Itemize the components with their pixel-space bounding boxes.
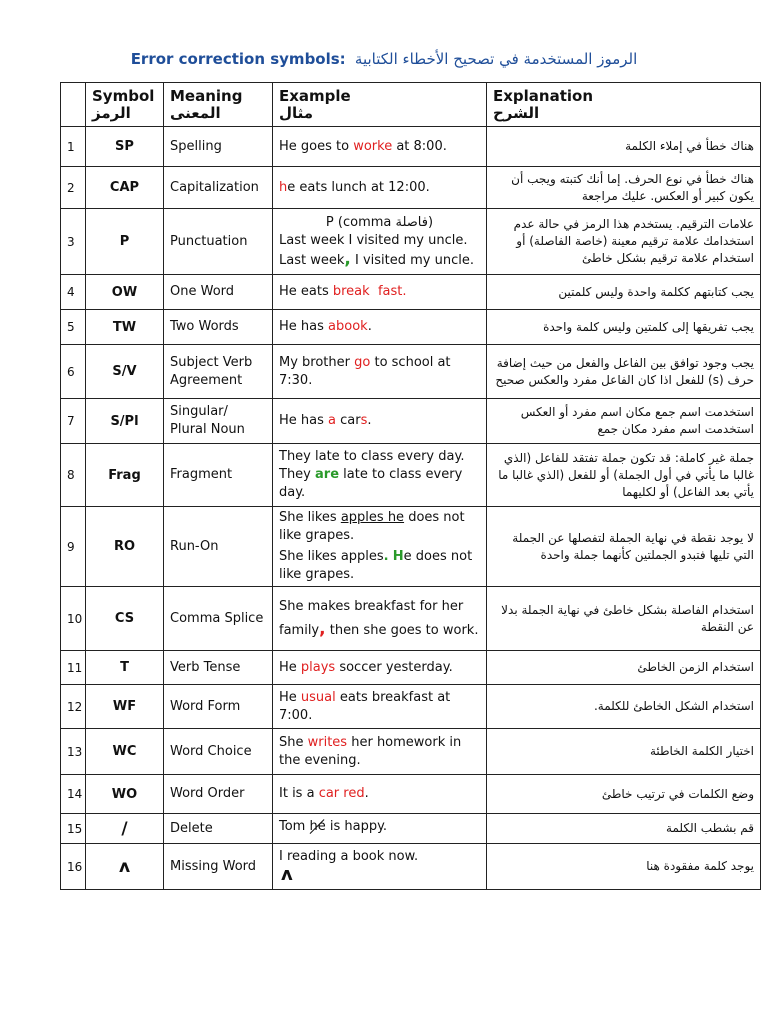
error-highlight: abook — [328, 319, 368, 334]
row-explanation: استخدام الشكل الخاطئ للكلمة. — [487, 685, 761, 729]
row-meaning: Punctuation — [164, 209, 273, 275]
example-text: He — [279, 659, 301, 675]
row-symbol: ʌ — [86, 844, 164, 890]
row-example — [273, 814, 487, 844]
row-example — [273, 651, 487, 685]
row-number: 3 — [61, 209, 86, 275]
row-explanation: وضع الكلمات في ترتيب خاطئ — [487, 775, 761, 814]
caret-mark: ʌ — [281, 864, 293, 885]
struck-word: he — [309, 819, 326, 834]
example-text: . — [367, 413, 372, 428]
row-explanation: علامات الترقيم. يستخدم هذا الرمز في حالة عدم استخدامك علامة ترقيم معينة (خاصة الفاصلة) أو استخدام علامة ترقيم بشكل خاطئ — [487, 209, 761, 275]
example-text: does not like grapes. — [279, 510, 465, 543]
row-meaning: Word Form — [164, 685, 273, 729]
row-symbol: WC — [86, 729, 164, 775]
example-text: to school at 7:30. — [279, 354, 451, 388]
row-meaning: Subject Verb Agreement — [164, 345, 273, 399]
row-symbol: P — [86, 209, 164, 275]
row-explanation: استخدام الزمن الخاطئ — [487, 651, 761, 685]
header-explanation-en: Explanation — [493, 86, 594, 105]
error-highlight: go — [354, 354, 371, 370]
row-explanation: يجب تفريقها إلى كلمتين وليس كلمة واحدة — [487, 310, 761, 345]
table-row — [61, 587, 761, 651]
error-highlight: writes — [307, 734, 348, 750]
table-row — [61, 685, 761, 729]
correction-mark: . — [383, 549, 389, 564]
example-text: e eats lunch at 12:00. — [287, 179, 430, 195]
example-text: He has — [279, 319, 329, 334]
table-row — [61, 651, 761, 685]
example-text: soccer yesterday. — [335, 659, 453, 675]
row-symbol: OW — [86, 275, 164, 310]
table-row — [61, 275, 761, 310]
row-meaning: Verb Tense — [164, 651, 273, 685]
row-symbol: RO — [86, 507, 164, 587]
row-number: 6 — [61, 345, 86, 399]
row-example — [273, 167, 487, 209]
row-example — [273, 310, 487, 345]
error-mark: , — [319, 618, 326, 639]
table-row — [61, 167, 761, 209]
row-symbol: Frag — [86, 444, 164, 507]
row-symbol: S/V — [86, 345, 164, 399]
row-meaning: Run-On — [164, 507, 273, 587]
error-highlight: car red — [318, 786, 365, 801]
table-row — [61, 209, 761, 275]
example-text: car — [336, 413, 361, 428]
row-symbol: CAP — [86, 167, 164, 209]
row-example — [273, 209, 487, 275]
example-text: She likes apples — [279, 549, 384, 564]
table-row — [61, 345, 761, 399]
row-symbol: / — [86, 814, 164, 844]
example-text: She makes breakfast for her — [279, 598, 464, 614]
row-explanation: جملة غير كاملة: قد تكون جملة تفتقد للفاعل (الذي غالبا ما يأتي في أول الجملة) أو للفعل (الذي غالبا ما يأتي بعد الفاعل) أو لكليهما — [487, 444, 761, 507]
row-explanation: قم بشطب الكلمة — [487, 814, 761, 844]
header-number — [61, 83, 86, 127]
row-example — [273, 507, 487, 587]
example-text: He — [279, 689, 301, 705]
example-text: at 8:00. — [392, 138, 447, 154]
row-meaning: Two Words — [164, 310, 273, 345]
row-symbol: TW — [86, 310, 164, 345]
row-example — [273, 399, 487, 444]
error-highlight: a — [328, 413, 336, 428]
row-symbol: S/Pl — [86, 399, 164, 444]
table-row — [61, 127, 761, 167]
example-text: . — [402, 284, 407, 299]
table-row — [61, 507, 761, 587]
example-text: is happy. — [325, 819, 388, 834]
table-row — [61, 399, 761, 444]
header-example — [273, 83, 487, 127]
row-symbol: CS — [86, 587, 164, 651]
example-text: Last week — [279, 252, 345, 268]
example-text: They — [279, 467, 316, 482]
example-text: Tom — [279, 819, 310, 834]
header-symbol-ar: الرمز — [92, 103, 131, 122]
error-highlight: h — [279, 179, 288, 195]
example-text: eats breakfast at 7:00. — [279, 689, 451, 723]
example-text: It is a — [279, 786, 319, 801]
error-highlight: plays — [300, 659, 336, 675]
example-text: He goes to — [279, 138, 354, 154]
row-number: 10 — [61, 587, 86, 651]
table-row — [61, 444, 761, 507]
example-text: I visited my uncle. — [350, 252, 474, 268]
row-number: 2 — [61, 167, 86, 209]
header-example-ar: مثال — [279, 103, 314, 122]
example-wrong: They late to class every day. — [279, 449, 465, 464]
correction-mark: H — [392, 549, 404, 564]
row-meaning: Delete — [164, 814, 273, 844]
row-meaning: Word Order — [164, 775, 273, 814]
title-english: Error correction symbols: — [130, 50, 346, 68]
example-text: family — [279, 622, 320, 638]
example-text: her homework in the evening. — [279, 734, 462, 768]
row-number: 4 — [61, 275, 86, 310]
row-number: 1 — [61, 127, 86, 167]
header-meaning-en: Meaning — [170, 86, 243, 105]
header-example-en: Example — [279, 86, 351, 105]
row-meaning: Capitalization — [164, 167, 273, 209]
row-number: 8 — [61, 444, 86, 507]
error-highlight: worke — [353, 138, 393, 154]
row-example — [273, 444, 487, 507]
title-arabic: الرموز المستخدمة في تصحيح الأخطاء الكتابية — [354, 50, 638, 68]
row-number: 11 — [61, 651, 86, 685]
header-symbol-en: Symbol — [92, 86, 155, 105]
row-meaning: Word Choice — [164, 729, 273, 775]
correction-word: are — [315, 467, 340, 482]
row-symbol: T — [86, 651, 164, 685]
row-number: 14 — [61, 775, 86, 814]
row-symbol: WO — [86, 775, 164, 814]
example-text: e does not like grapes. — [279, 549, 473, 582]
row-explanation: هناك خطأ في نوع الحرف. إما أنك كتبته ويجب أن يكون كبير أو العكس. عليك مراجعة — [487, 167, 761, 209]
header-meaning — [164, 83, 273, 127]
row-explanation: يجب كتابتهم ككلمة واحدة وليس كلمتين — [487, 275, 761, 310]
row-symbol: SP — [86, 127, 164, 167]
row-number: 5 — [61, 310, 86, 345]
row-explanation: يجب وجود توافق بين الفاعل والفعل من حيث إضافة حرف (s) للفعل اذا كان الفاعل مفرد والعكس صحيح — [487, 345, 761, 399]
row-example — [273, 685, 487, 729]
example-text: then she goes to work. — [325, 622, 479, 638]
header-explanation-ar: الشرح — [493, 103, 540, 122]
row-example — [273, 729, 487, 775]
example-text: I reading a book now. — [279, 849, 419, 864]
example-text: late to class every day. — [279, 467, 463, 500]
error-highlight: s — [360, 413, 368, 428]
example-text: She — [279, 734, 308, 750]
row-number: 13 — [61, 729, 86, 775]
example-text: . — [367, 319, 372, 334]
row-example — [273, 345, 487, 399]
row-explanation: يوجد كلمة مفقودة هنا — [487, 844, 761, 890]
example-text: My brother — [279, 354, 355, 370]
page-title — [0, 50, 768, 68]
row-meaning: Spelling — [164, 127, 273, 167]
error-underline: apples he — [340, 510, 405, 525]
row-explanation: لا يوجد نقطة في نهاية الجملة لتفصلها عن الجملة التي تليها فتبدو الجملتين كأنهما جملة واحدة — [487, 507, 761, 587]
row-meaning: Missing Word — [164, 844, 273, 890]
row-symbol: WF — [86, 685, 164, 729]
row-explanation: استخدام الفاصلة بشكل خاطئ في نهاية الجملة بدلا عن النقطة — [487, 587, 761, 651]
row-explanation: هناك خطأ في إملاء الكلمة — [487, 127, 761, 167]
row-meaning: Singular/ Plural Noun — [164, 399, 273, 444]
row-meaning: Fragment — [164, 444, 273, 507]
row-example — [273, 127, 487, 167]
table-row — [61, 844, 761, 890]
error-highlight: usual — [300, 689, 336, 705]
row-example — [273, 844, 487, 890]
example-text: He has — [279, 413, 329, 428]
table-row — [61, 310, 761, 345]
row-example — [273, 275, 487, 310]
row-meaning: One Word — [164, 275, 273, 310]
header-explanation — [487, 83, 761, 127]
header-symbol — [86, 83, 164, 127]
error-symbols-table — [60, 82, 761, 890]
example-text: He eats — [279, 284, 333, 299]
row-number: 15 — [61, 814, 86, 844]
table-row — [61, 814, 761, 844]
row-example — [273, 775, 487, 814]
correction-mark: , — [344, 248, 351, 269]
row-meaning: Comma Splice — [164, 587, 273, 651]
row-example — [273, 587, 487, 651]
header-row — [61, 83, 761, 127]
table-row — [61, 729, 761, 775]
row-explanation: استخدمت اسم جمع مكان اسم مفرد أو العكس استخدمت اسم مفرد مكان جمع — [487, 399, 761, 444]
row-number: 16 — [61, 844, 86, 890]
row-number: 12 — [61, 685, 86, 729]
row-number: 9 — [61, 507, 86, 587]
table-row — [61, 775, 761, 814]
example-text: She likes — [279, 510, 341, 525]
row-number: 7 — [61, 399, 86, 444]
example-symbol-note: P (comma فاصلة) — [325, 214, 434, 230]
error-highlight: break fast — [332, 284, 403, 299]
example-wrong: Last week I visited my uncle. — [279, 232, 468, 248]
header-meaning-ar: المعنى — [170, 103, 221, 122]
row-explanation: اختيار الكلمة الخاطئة — [487, 729, 761, 775]
example-text: . — [364, 786, 369, 801]
